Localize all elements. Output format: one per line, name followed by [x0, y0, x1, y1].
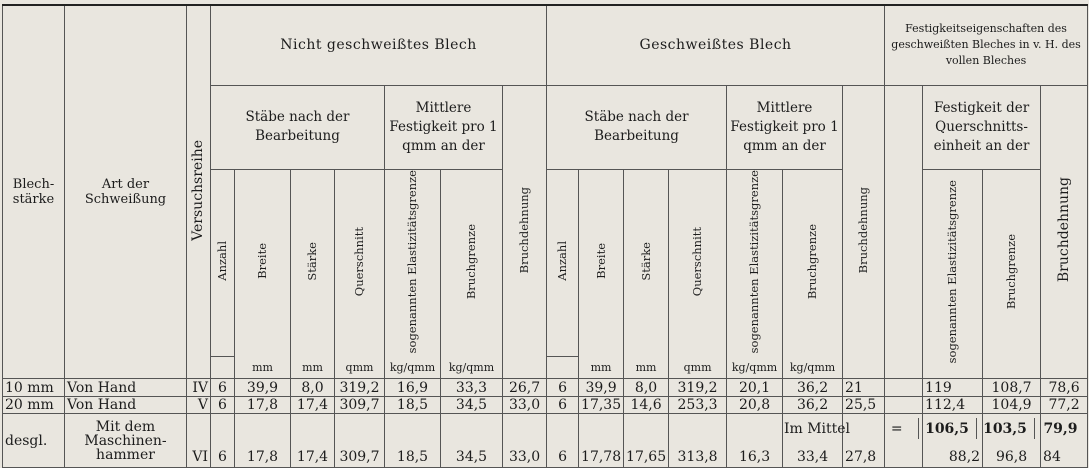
f-dehnung-cell: 78,6 [1041, 379, 1088, 397]
f-bruch-cell: 108,7 [983, 379, 1041, 397]
staerke-header-n: Stärke [291, 169, 335, 357]
n-breite-cell: 39,9 [235, 379, 291, 397]
n-anzahl-cell: 6 [211, 379, 235, 397]
elast-header-n: sogenannten Elastizitätsgrenze [385, 169, 441, 357]
g-dehnung-cell: 21 [843, 379, 885, 397]
mittel-bruch-value: 103,5 [976, 418, 1034, 439]
bruchdehnung-header-g: Bruchdehnung [843, 85, 885, 379]
f-spacer-cell [885, 379, 923, 397]
n-breite-cell: 17,8 [235, 414, 291, 468]
blech-cell: desgl. [3, 414, 65, 468]
mittel-row [758, 418, 1088, 439]
g-anzahl-cell: 6 [547, 414, 579, 468]
breite-header-n: Breite [235, 169, 291, 357]
g-dehnung-cell: 27,8 [843, 414, 885, 468]
mittel-dehnung-value: 79,9 [1034, 418, 1087, 439]
art-cell: Von Hand [65, 397, 187, 414]
reihe-cell: V [187, 397, 211, 414]
g-anzahl-cell: 6 [547, 379, 579, 397]
staerke-header-g: Stärke [624, 169, 669, 357]
festigkeit-table [2, 4, 1088, 468]
n-elast-cell: 18,5 [385, 414, 441, 468]
n-querschnitt-cell: 309,7 [335, 397, 385, 414]
mittel-equals: = [890, 420, 903, 437]
g-staerke-cell: 17,65 [624, 414, 669, 468]
mittlere-header-g: Mittlere Festigkeit pro 1 qmm an der [727, 85, 843, 169]
blech-cell: 20 mm [3, 397, 65, 414]
g-bruch-cell: 36,2 [783, 397, 843, 414]
n-elast-cell: 18,5 [385, 397, 441, 414]
unit-breite-n: mm [235, 357, 291, 379]
staebe-header-g: Stäbe nach der Bearbeitung [547, 85, 727, 169]
mittel-elast-value: 106,5 [918, 418, 976, 439]
g-elast-cell: 20,1 [727, 379, 783, 397]
table-row [3, 379, 1088, 397]
unit-querschnitt-n: qmm [335, 357, 385, 379]
n-dehnung-cell: 33,0 [503, 414, 547, 468]
versuchsreihe-header: Versuchsreihe [187, 5, 211, 379]
unit-breite-g: mm [579, 357, 624, 379]
festig-spacer [885, 85, 923, 379]
n-staerke-cell: 17,4 [291, 414, 335, 468]
g-breite-cell: 17,78 [579, 414, 624, 468]
g-bruch-cell: 36,2 [783, 379, 843, 397]
n-bruch-cell: 34,5 [441, 397, 503, 414]
bruchdehnung-header-f: Bruchdehnung [1041, 85, 1088, 379]
n-breite-cell: 17,8 [235, 397, 291, 414]
n-bruch-cell: 33,3 [441, 379, 503, 397]
elast-header-g: sogenannten Elastizitätsgrenze [727, 169, 783, 357]
g-staerke-cell: 14,6 [624, 397, 669, 414]
n-staerke-cell: 8,0 [291, 379, 335, 397]
blech-cell: 10 mm [3, 379, 65, 397]
n-querschnitt-cell: 319,2 [335, 379, 385, 397]
bruchdehnung-header-n: Bruchdehnung [503, 85, 547, 379]
staebe-header-n: Stäbe nach der Bearbeitung [211, 85, 385, 169]
n-staerke-cell: 17,4 [291, 397, 335, 414]
unit-elast-n: kg/qmm [385, 357, 441, 379]
g-dehnung-cell: 25,5 [843, 397, 885, 414]
f-dehnung-cell: 84 [1041, 414, 1088, 468]
festigkeit-quer-header: Festigkeit der Querschnitts-einheit an der [923, 85, 1041, 169]
g-elast-cell: 20,8 [727, 397, 783, 414]
g-querschnitt-cell: 253,3 [669, 397, 727, 414]
reihe-cell: IV [187, 379, 211, 397]
reihe-cell: VI [187, 414, 211, 468]
unit-bruch-n: kg/qmm [441, 357, 503, 379]
f-dehnung-cell: 77,2 [1041, 397, 1088, 414]
f-elast-cell: 88,2 [923, 414, 983, 468]
art-cell: Von Hand [65, 379, 187, 397]
f-elast-cell: 119 [923, 379, 983, 397]
unit-staerke-n: mm [291, 357, 335, 379]
breite-header-g: Breite [579, 169, 624, 357]
art-cell: Mit dem Maschinen- hammer [65, 414, 187, 468]
g-breite-cell: 39,9 [579, 379, 624, 397]
n-dehnung-cell: 26,7 [503, 379, 547, 397]
unit-anzahl-g [547, 357, 579, 379]
g-querschnitt-cell: 313,8 [669, 414, 727, 468]
g-anzahl-cell: 6 [547, 397, 579, 414]
mittlere-header-n: Mittlere Festigkeit pro 1 qmm an der [385, 85, 503, 169]
unit-staerke-g: mm [624, 357, 669, 379]
g-staerke-cell: 8,0 [624, 379, 669, 397]
bruchgrenze-header-f: Bruchgrenze [983, 169, 1041, 379]
f-bruch-cell: 104,9 [983, 397, 1041, 414]
bruchgrenze-header-g: Bruchgrenze [783, 169, 843, 357]
anzahl-header-n: Anzahl [211, 169, 235, 357]
bruchgrenze-header-n: Bruchgrenze [441, 169, 503, 357]
f-elast-cell: 112,4 [923, 397, 983, 414]
g-bruch-cell: 33,4 [783, 414, 843, 468]
n-anzahl-cell: 6 [211, 414, 235, 468]
anzahl-header-g: Anzahl [547, 169, 579, 357]
g-breite-cell: 17,35 [579, 397, 624, 414]
n-bruch-cell: 34,5 [441, 414, 503, 468]
n-dehnung-cell: 33,0 [503, 397, 547, 414]
g-elast-cell: 16,3 [727, 414, 783, 468]
f-bruch-cell: 96,8 [983, 414, 1041, 468]
g-querschnitt-cell: 319,2 [669, 379, 727, 397]
n-querschnitt-cell: 309,7 [335, 414, 385, 468]
mittel-label: Im Mittel [783, 420, 851, 437]
art-header: Art der Schweißung [65, 5, 187, 379]
unit-querschnitt-g: qmm [669, 357, 727, 379]
nicht-geschweisst-header: Nicht geschweißtes Blech [211, 5, 547, 85]
unit-bruch-g: kg/qmm [783, 357, 843, 379]
n-elast-cell: 16,9 [385, 379, 441, 397]
n-anzahl-cell: 6 [211, 397, 235, 414]
unit-anzahl-n [211, 357, 235, 379]
festigkeit-title-header: Festigkeitseigenschaften des geschweißten Bleches in v. H. des vollen Bleches [885, 5, 1088, 85]
elast-header-f: sogenannten Elastizitätsgrenze [923, 169, 983, 379]
querschnitt-header-n: Querschnitt [335, 169, 385, 357]
querschnitt-header-g: Querschnitt [669, 169, 727, 357]
geschweisst-header: Geschweißtes Blech [547, 5, 885, 85]
unit-elast-g: kg/qmm [727, 357, 783, 379]
blechstaerke-header: Blech- stärke [3, 5, 65, 379]
table-row [3, 397, 1088, 414]
f-spacer-cell [885, 397, 923, 414]
